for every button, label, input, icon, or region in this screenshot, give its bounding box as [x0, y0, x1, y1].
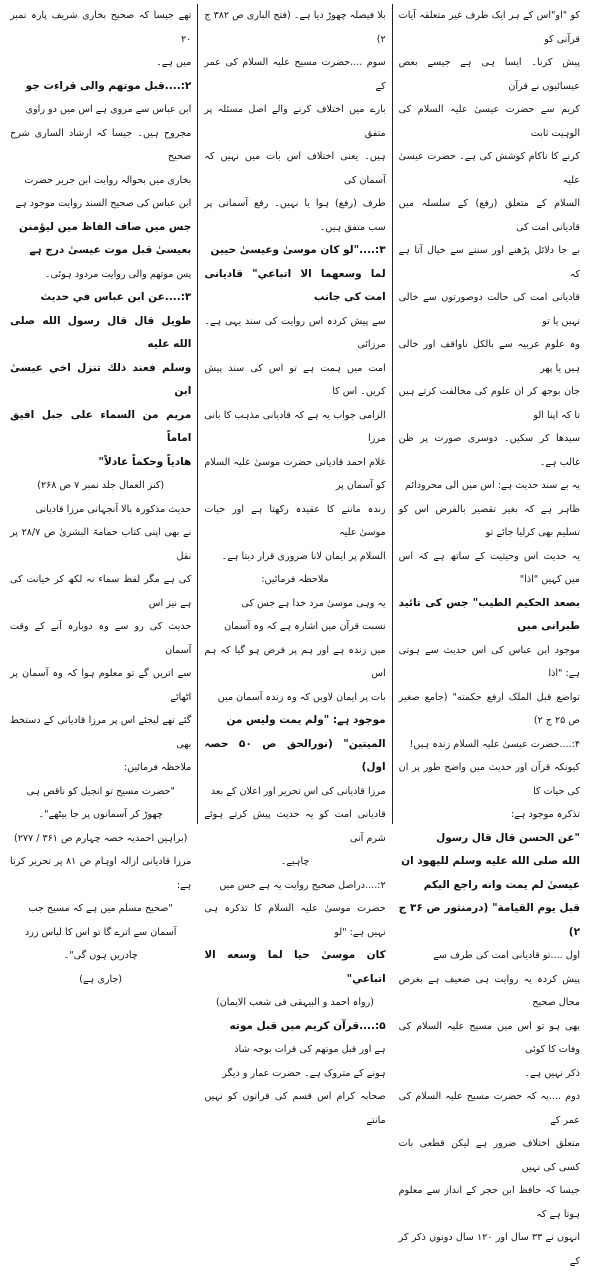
- point-heading: ۲:....قبل موتهم والی قراءت جو: [25, 79, 192, 92]
- citation-line: (براہین احمدیہ حصہ چہارم ص ۳۶۱ / ۲۷۷): [13, 832, 188, 844]
- quote-line: نسبت قرآن میں اشارہ ہے کہ وہ آسمان: [224, 621, 386, 632]
- text-line: طرف (رفع) ہوا یا نہیں۔ رفع آسمانی پر سب متفق ہیں۔: [204, 198, 386, 233]
- text-line: یہ حدیث اس وحیثیت کے ساتھ ہے کہ اس میں کہیں "اذا": [398, 550, 580, 585]
- arabic-line: الله صلى الله عليه وسلم لليهود ان: [401, 855, 580, 867]
- text-line: بے جا دلائل پڑھنے اور سننے سے خیال آتا ہے کہ: [398, 245, 580, 280]
- text-line: ہے اور قبل موتهم کی قرات بوجہ شاذ: [234, 1044, 386, 1055]
- text-line: الزامی جواب یہ ہے کہ قادیانی مذہب کا بانی مرزا: [204, 409, 386, 444]
- quote-line: "حضرت مسیح تو انجیل کو ناقص ہی: [26, 785, 175, 797]
- arabic-line: "عن الحسن قال قال رسول: [436, 831, 580, 844]
- text-line: بارے میں اختلاف کرنے والے اصل مسئلہ پر متفق: [204, 104, 386, 139]
- text-line: ابن عباس سے مروی ہے اس میں دو راوی: [25, 104, 192, 115]
- text-line: سیدھا کر سکیں۔ دوسری صورت پر ظن غالب ہے۔: [398, 433, 580, 468]
- arabic-line: وسلم فعند ذلك تنزل اخي عيسىٰ ابن: [10, 361, 192, 397]
- text-line: مرزا قادیانی ازالہ اوہام ص ۸۱ پر تحریر کرتا ہے:: [10, 856, 192, 891]
- text-line: سے اتریں گے تو معلوم ہوا کہ وہ آسمان پر اٹھائے: [10, 668, 192, 703]
- text-line: بھی ہو تو اس میں مسیح علیہ السلام کی وفات کا کوئی: [398, 1020, 580, 1055]
- arabic-line: ۳:....عن ابن عباس في حديث: [40, 291, 192, 303]
- text-line: تذکرہ موجود ہے:: [510, 809, 580, 820]
- arabic-line: كان موسىٰ حيا لما وسعه الا اتباعي": [204, 949, 386, 985]
- text-line: متعلق اختلاف ضرور ہے لیکن قطعی بات کسی کی نہیں: [398, 1138, 580, 1173]
- text-line: کریم سے حضرت عیسیٰ علیہ السلام کی الوہیت ثابت: [398, 104, 580, 139]
- text-line: حضرت موسیٰ علیہ السلام کا تذکرہ ہی نہیں ہے: "لو: [204, 903, 386, 938]
- quote-line: آسمان سے اترے گا تو اس کا لباس زرد: [24, 926, 177, 938]
- text-line: ابن عباس کی صحیح السند روایت موجود ہے: [15, 198, 192, 209]
- column-middle: [198, 4, 391, 1126]
- text-line: میں ہے۔: [156, 57, 192, 68]
- text-line: وہ علوم عربیہ سے بالکل ناواقف اور خالی ہیں یا پھر: [398, 339, 580, 374]
- arabic-line: بعیسیٰ قبل موت عیسیٰ درج ہے: [29, 244, 192, 256]
- text-line: اول ....تو قادیانی امت کی طرف سے: [433, 950, 580, 961]
- text-line: السلام پر ایمان لانا ضروری قرار دیتا ہے۔: [221, 550, 386, 562]
- citation-line: بلا فیصلہ چھوڑ دیا ہے۔ (فتح الباری ص ۳۸۲ ج ۲): [204, 10, 386, 45]
- text-line: ہونے کے متروک ہے۔ حضرت عمار و دیگر: [222, 1067, 386, 1079]
- arabic-line: لما وسعهما الا اتباعي" قادیانی امت کی جانب: [204, 267, 386, 303]
- text-line: موجود ابن عباس کی اس حدیث سے ہوتی ہے: "اذا: [398, 644, 580, 679]
- quote-line: "صحیح مسلم میں ہے کہ مسیح جب: [28, 903, 173, 914]
- text-line: پس موتهم والی روایت مردود ہوئی۔: [44, 268, 192, 280]
- text-line: امت میں ہمت ہے تو اس کی سند پیش کریں۔ اس کا: [204, 362, 386, 397]
- arabic-line: قبل یوم القیامة" (درمنثور ص ۳۶ ج ۲): [398, 902, 580, 938]
- text-line: السلام کے متعلق (رفع) کے سلسلہ میں قادیانی امت کی: [398, 198, 580, 233]
- citation-line: (کنز العمال جلد نمبر ۷ ص ۲۶۸): [37, 480, 165, 491]
- quote-line: بات پر ایمان لاویں کہ وہ زندہ آسمان میں: [217, 691, 386, 703]
- arabic-line: الميتين" (نورالحق ص ۵۰ حصہ اول): [204, 737, 386, 773]
- arabic-line: جس میں صاف الفاظ میں لیؤمنن: [18, 220, 192, 233]
- text-line: سوم ....حضرت مسیح علیہ السلام کی عمر کے: [204, 57, 386, 92]
- text-line: کرنے کا ناکام کوشش کی ہے۔ حضرت عیسیٰ علیہ: [398, 151, 580, 186]
- arabic-line: هادياً وحكماً عادلاً": [98, 455, 192, 468]
- text-line: یہ بے سند حدیث ہے: اس میں الی محرودائم: [404, 480, 580, 491]
- text-line: حدیث کی رو سے وہ دوبارہ آنے کے وقت آسمان: [10, 621, 192, 656]
- arabic-line: بصعد الحكيم الطيب" جس کی تائید طبرانی میں: [398, 596, 580, 632]
- citation-line: (رواہ احمد و البیہقی فی شعب الایمان): [216, 997, 374, 1008]
- text-line: ملاحظہ فرمائیں:: [261, 574, 329, 585]
- text-line: تھے جیسا کہ صحیح بخاری شریف پارہ نمبر ۲۰: [10, 10, 192, 45]
- text-line: ذکر نہیں ہے۔: [524, 1067, 580, 1079]
- arabic-line: مريم من السماء على جبل افيق اماماً: [10, 408, 192, 444]
- text-line: غلام احمد قادیانی حضرت موسیٰ علیہ السلام کو آسمان پر: [204, 456, 386, 491]
- quote-line: چادریں ہوں گی"۔: [63, 950, 138, 961]
- text-line: جان بوجھ کر ان علوم کی مخالفت کرتے ہیں تا کہ اپنا الو: [398, 386, 580, 421]
- text-line: مجروح ہیں۔ جیسا کہ ارشاد الساری شرح صحیح: [10, 127, 192, 162]
- text-line: گئے تھے لیجئے اس پر مرزا قادیانی کے دستخط بھی: [10, 715, 192, 750]
- point-heading: ۴:....حضرت عیسیٰ علیہ السلام زندہ ہیں!: [409, 738, 580, 750]
- text-line: پیش کرنا۔ ایسا ہی ہے جیسے بعض عیسائیوں نے قرآن: [398, 57, 580, 92]
- text-line: صحابہ کرام اس قسم کی قراتوں کو نہیں مانتے: [204, 1091, 386, 1126]
- column-left: [4, 4, 197, 985]
- text-line: قادیانی امت کو یہ حدیث پیش کرتے ہوئے شرم آنی: [204, 809, 386, 844]
- citation-line: تواضع قبل الملک ارفع حکمته" (جامع صغیر ص ۲۵ ج ۲): [398, 691, 580, 726]
- text-line: کیونکہ قرآن اور حدیث میں واضح طور پر ان کی حیات کا: [398, 762, 580, 797]
- text-line: انہوں نے ۳۳ سال اور ۱۲۰ سال دونوں ذکر کر کے: [398, 1232, 581, 1267]
- arabic-line: طويل قال قال رسول الله صلى الله عليه: [10, 314, 192, 350]
- text-line: ظاہر ہے کہ بغیر تقصیر بالفرض اس کو تسلیم بھی کرلیا جائے تو: [398, 503, 580, 538]
- arabic-line: ۳:...."لو كان موسىٰ وعيسىٰ حيين: [210, 244, 386, 256]
- text-line: بخاری میں بحوالہ روایت ابن جریر حضرت: [24, 174, 192, 186]
- text-line: مرزا قادیانی کی اس تحریر اور اعلان کے بعد: [210, 785, 386, 797]
- text-line: ملاحظہ فرمائیں:: [123, 762, 192, 773]
- text-line: دوم ....یہ کہ حضرت مسیح علیہ السلام کی عمر کے: [398, 1091, 580, 1126]
- point-heading: ۵:....قرآن کریم میں قبل موته: [229, 1019, 386, 1032]
- text-line: کی ہے مگر لفظ سماء نہ لکھ کر خیانت کی ہے نیز اس: [10, 574, 192, 609]
- arabic-line: موجود ہے: "ولم يمت وليس من: [226, 714, 386, 726]
- point-heading: ۲:....دراصل صحیح روایت یہ ہے جس میں: [219, 879, 386, 891]
- column-right: [393, 4, 586, 1267]
- text-line: حدیث مذکورہ بالا آنجہانی مرزا قادیانی: [35, 503, 192, 515]
- text-line: قادیانی امت کی حالت دوصورتوں سے خالی نہیں یا تو: [398, 292, 580, 327]
- quote-line: میں زندہ ہے اور ہم پر فرض ہو گیا کہ ہم اس: [204, 644, 386, 679]
- text-line: کو "او"اس کے ہر ایک طرف غیر متعلقہ آیات قرآنی کو: [398, 10, 580, 45]
- text-line: جیسا کہ حافظ ابن حجر کے انداز سے معلوم ہوتا ہے کہ: [398, 1185, 580, 1220]
- arabic-line: عیسیٰ لم یمت وانه راجع اليكم: [423, 878, 580, 891]
- text-line: سے پیش کردہ اس روایت کی سند یہی ہے۔ مرزائی: [204, 315, 386, 350]
- text-line: پیش کردہ یہ روایت ہی ضعیف ہے بغرض محال صحیح: [398, 973, 580, 1008]
- text-line: ہیں۔ یعنی اختلاف اس بات میں نہیں کہ آسمان کی: [204, 151, 386, 186]
- quote-line: یہ وہی موسیٰ مرد خدا ہے جس کی: [241, 597, 386, 609]
- text-line: نے بھی اپنی کتاب حمامۃ البشریٰ ص ۲۸/۷ پر نقل: [10, 527, 192, 562]
- text-line: چاہیے۔: [280, 856, 310, 867]
- quote-line: چھوڑ کر آسمانوں پر جا بیٹھے"۔: [38, 809, 163, 820]
- text-line: زندہ ماننے کا عقیدہ رکھتا ہے اور حیات موسیٰ علیہ: [204, 503, 386, 538]
- continued-note: (جاری ہے): [79, 973, 123, 985]
